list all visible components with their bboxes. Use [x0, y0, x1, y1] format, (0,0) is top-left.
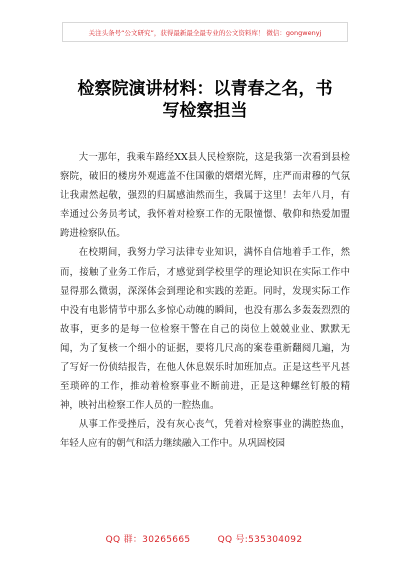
- paragraph: 从事工作受挫后，没有灰心丧气，凭着对检察事业的满腔热血，年轻人应有的朝气和活力继续融入工作中。从巩固校园: [60, 419, 350, 450]
- page-title: [70, 78, 340, 122]
- qq-number-link[interactable]: QQ 号:535304092: [217, 535, 303, 545]
- document-body: [60, 148, 350, 454]
- paragraph: 在校期间，我努力学习法律专业知识，满怀自信地着手工作，然而，接触了业务工作后，才感觉到学校里学的理论知识在实际工作中显得那么微弱，深深体会到理论和实践的差距。同时，发现实际工作中没有电影情节中那么多惊心动魄的瞬间，也没有那么多轰轰烈烈的故事，更多的是每一位检察干警在自己的岗位上兢兢业业、默默无闻，为了复核一个细小的证据，要将几尺高的案卷重新翻阅几遍，为了写好一份侦结报告，在他人休息娱乐时加班加点。正是这些平凡甚至琐碎的工作，推动着检察事业不断前进，正是这种螺丝钉般的精神，映衬出检察工作人员的一腔热血。: [60, 247, 350, 412]
- paragraph: 大一那年，我乘车路经XX县人民检察院，这是我第一次看到县检察院，破旧的楼房外观遮盖不住国徽的熠熠光辉，庄严而肃穆的气氛让我肃然起敬，强烈的归属感油然而生，我属于这里！去年八月，有幸通过公务员考试，我怀着对检察工作的无限憧憬、敬仰和热爱加盟跨进检察队伍。: [60, 152, 350, 240]
- title-line-1: 检察院演讲材料：以青春之名，书: [77, 79, 333, 99]
- title-line-2: 写检察担当: [162, 101, 248, 121]
- header-notice: 关注头条号“公文研究”，获得最新最全最专业的公文资料库！ 微信：gongwenyj: [88, 28, 322, 37]
- qq-group-link[interactable]: QQ 群：30265665: [105, 535, 191, 545]
- footer: [0, 532, 408, 545]
- header-notice-box: [62, 22, 348, 42]
